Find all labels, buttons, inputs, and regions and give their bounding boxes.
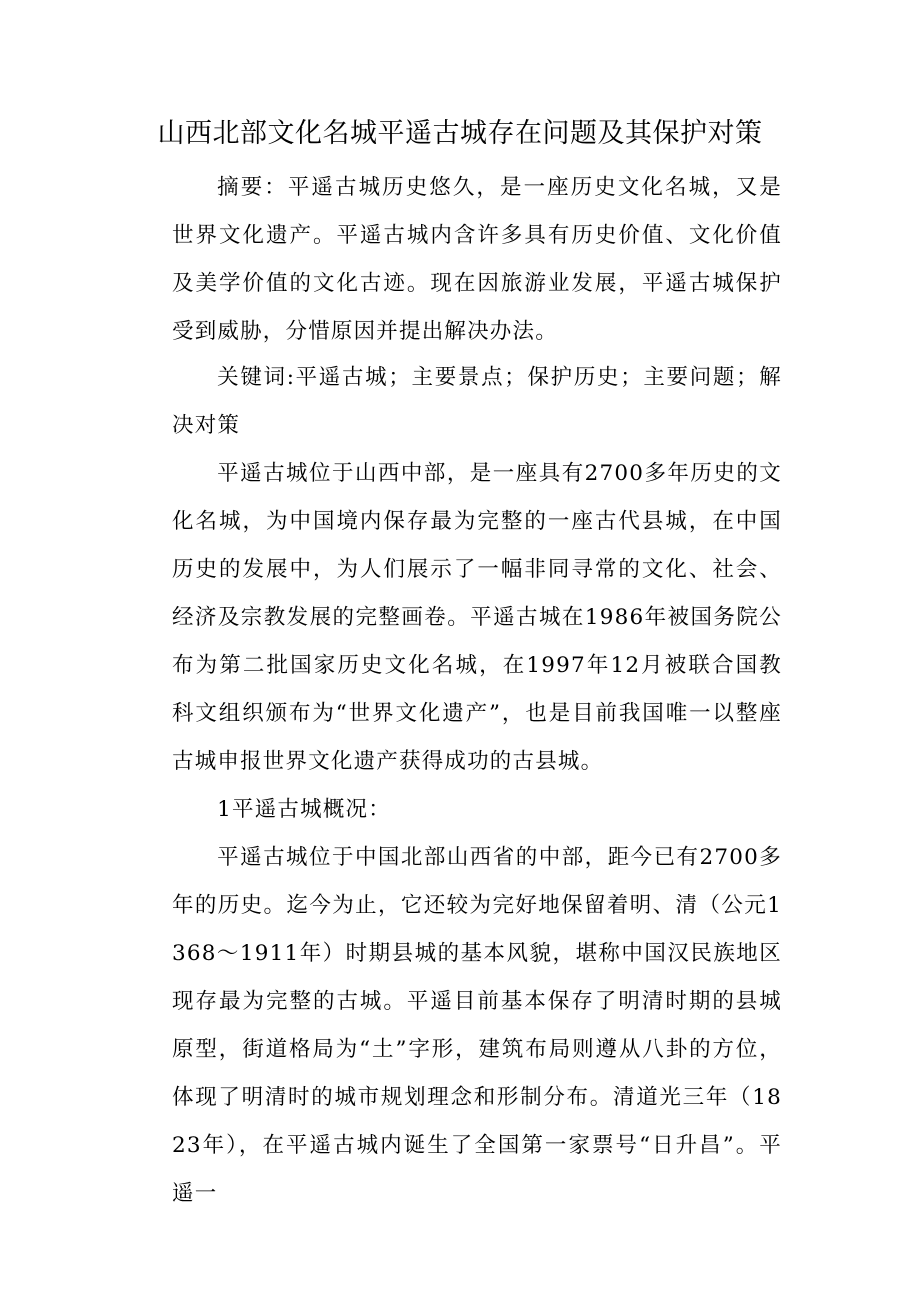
document-title: 山西北部文化名城平遥古城存在问题及其保护对策 xyxy=(157,118,763,149)
keywords-paragraph: 关键词:平遥古城；主要景点；保护历史；主要问题；解决对策 xyxy=(172,365,782,438)
abstract-paragraph: 摘要：平遥古城历史悠久，是一座历史文化名城，又是世界文化遗产。平遥古城内含许多具有历史价值、文化价值及美学价值的文化古迹。现在因旅游业发展，平遥古城保护受到威胁，分惜原因并提出解决办法。 xyxy=(172,175,782,344)
overview-paragraph: 平遥古城位于中国北部山西省的中部，距今已有2700多年的历史。迄今为止，它还较为完好地保留着明、清（公元1368～1911年）时期县城的基本风貌，堪称中国汉民族地区现存最为完整的古城。平遥目前基本保存了明清时期的县城原型，街道格局为“土”字形，建筑布局则遵从八卦的方位，体现了明清时的城市规划理念和形制分布。清道光三年（1823年），在平遥古城内诞生了全国第一家票号“日升昌”。平遥一 xyxy=(172,845,782,1206)
intro-paragraph: 平遥古城位于山西中部，是一座具有2700多年历史的文化名城，为中国境内保存最为完整的一座古代县城，在中国历史的发展中，为人们展示了一幅非同寻常的文化、社会、经济及宗教发展的完整画卷。平遥古城在1986年被国务院公布为第二批国家历史文化名城，在1997年12月被联合国教科文组织颁布为“世界文化遗产”，也是目前我国唯一以整座古城申报世界文化遗产获得成功的古县城。 xyxy=(172,461,782,774)
section-heading: 1平遥古城概况： xyxy=(217,797,391,822)
